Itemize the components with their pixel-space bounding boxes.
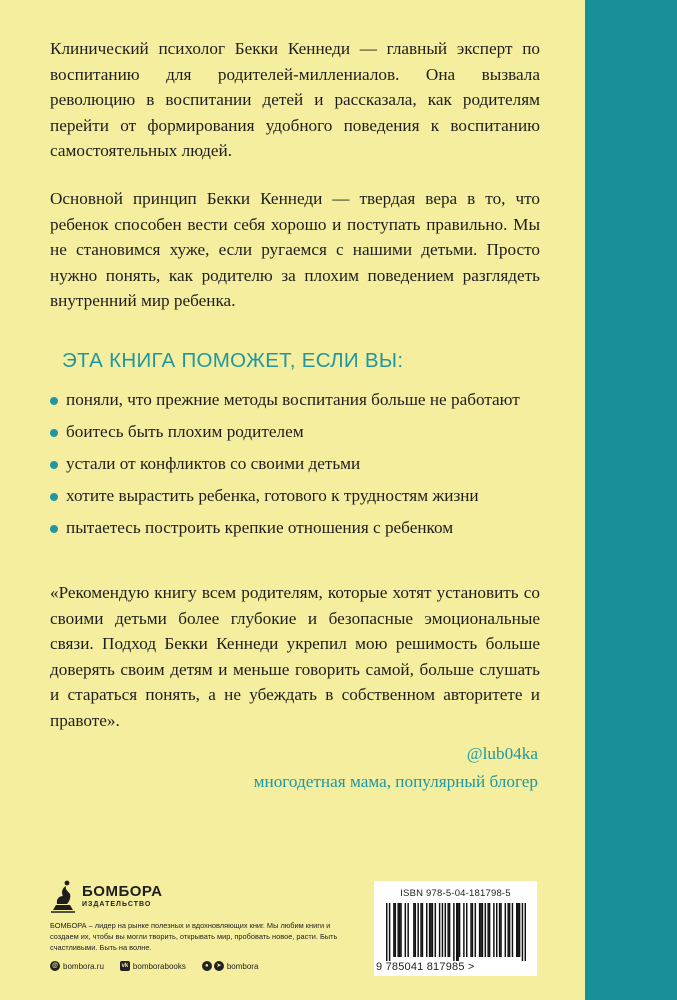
barcode-stripe xyxy=(517,903,518,957)
barcode-stripe xyxy=(470,903,471,957)
barcode-bars xyxy=(386,903,526,961)
benefit-text: устали от конфликтов со своими детьми xyxy=(66,453,361,473)
social-messenger[interactable] xyxy=(202,961,259,971)
benefit-item xyxy=(50,452,540,476)
barcode-stripe xyxy=(509,903,510,957)
barcode-stripe xyxy=(499,903,500,957)
bullet-dot-icon xyxy=(50,493,58,501)
barcode-stripe xyxy=(386,903,387,961)
spine-stripe xyxy=(585,0,677,1000)
barcode-stripe xyxy=(439,903,440,957)
barcode-box xyxy=(374,881,537,976)
barcode-stripe xyxy=(493,903,494,957)
barcode-stripe xyxy=(400,903,401,957)
barcode-stripe xyxy=(453,903,454,961)
barcode-stripe xyxy=(472,903,473,957)
isbn-label: ISBN 978-5-04-181798-5 xyxy=(400,888,511,899)
publisher-block xyxy=(50,876,340,971)
barcode-stripe xyxy=(397,903,398,957)
barcode-stripe xyxy=(405,903,406,957)
benefits-heading: ЭТА КНИГА ПОМОЖЕТ, ЕСЛИ ВЫ: xyxy=(62,348,404,372)
benefit-text: поняли, что прежние методы воспитания больше не работают xyxy=(66,389,520,409)
testimonial-role: многодетная мама, популярный блогер xyxy=(253,771,538,791)
barcode-stripe xyxy=(417,903,418,957)
barcode-stripe xyxy=(442,903,443,957)
barcode-stripe xyxy=(456,903,457,961)
barcode-digits: 9 785041 817985 > xyxy=(376,961,475,973)
publisher-description: БОМБОРА – лидер на рынке полезных и вдохновляющих книг. Мы любим книги и создаем их, чтобы вы могли творить, открывать мир, пробовать новое, расти. Быть счастливыми. Быть на волне. xyxy=(50,921,338,952)
benefit-item xyxy=(50,420,540,444)
barcode-stripe xyxy=(415,903,416,957)
back-cover-content xyxy=(50,36,540,794)
chat-icon: ● xyxy=(202,961,212,971)
barcode-stripe xyxy=(505,903,506,957)
barcode-stripe xyxy=(475,903,476,957)
barcode-stripe xyxy=(432,903,433,957)
benefits-list xyxy=(50,388,540,540)
benefit-text: хотите вырастить ребенка, готового к трудностям жизни xyxy=(66,485,479,505)
barcode-stripe xyxy=(482,903,483,957)
social-vk[interactable] xyxy=(120,961,186,971)
barcode-stripe xyxy=(435,903,436,957)
barcode-stripe xyxy=(399,903,400,957)
barcode-stripe xyxy=(459,903,460,957)
benefit-item xyxy=(50,484,540,508)
testimonial-handle: @lub04ka xyxy=(466,743,538,763)
barcode-stripe xyxy=(426,903,427,957)
barcode-stripe xyxy=(479,903,480,957)
barcode-stripe xyxy=(487,903,488,957)
publisher-logo xyxy=(50,876,340,916)
social-website-label: bombora.ru xyxy=(63,961,104,971)
barcode-stripe xyxy=(500,903,501,957)
barcode-stripe xyxy=(485,903,486,957)
barcode-stripe xyxy=(463,903,464,957)
benefit-item xyxy=(50,388,540,412)
social-messenger-label: bombora xyxy=(226,961,259,971)
bullet-dot-icon xyxy=(50,461,58,469)
publisher-logo-text xyxy=(82,884,162,909)
description-paragraph-1: Клинический психолог Бекки Кеннеди — главный эксперт по воспитанию для родителей-миллениалов. Она вызвала революцию в воспитании детей и рассказала, как родителям перейти от формирования удобного поведения к воспитанию самостоятельных людей. xyxy=(50,39,540,161)
social-vk-label: bomborabooks xyxy=(132,961,186,971)
barcode-stripe xyxy=(507,903,508,957)
barcode-stripe xyxy=(430,903,431,957)
description-paragraph-2: Основной принцип Бекки Кеннеди — твердая вера в то, что ребенок способен вести себя хорошо и поступать правильно. Мы не становимся хуже, если ругаемся с нашими детьми. Просто нужно понять, как родителю за плохим поведением разглядеть внутренний мир ребенка. xyxy=(50,188,540,311)
barcode-stripe xyxy=(389,903,390,961)
publisher-sub: ИЗДАТЕЛЬСТВО xyxy=(82,900,152,908)
benefit-item xyxy=(50,516,540,540)
barcode-stripe xyxy=(447,903,448,957)
publisher-logo-icon xyxy=(50,879,76,913)
barcode-stripe xyxy=(407,903,408,957)
barcode-stripe xyxy=(422,903,423,957)
barcode-stripe xyxy=(512,903,513,957)
barcode-stripe xyxy=(420,903,421,957)
barcode-stripe xyxy=(429,903,430,957)
barcode-stripe xyxy=(496,903,497,957)
barcode-stripe xyxy=(393,903,394,957)
barcode-stripe xyxy=(466,903,467,957)
barcode-stripe xyxy=(519,903,520,957)
barcode-stripe xyxy=(445,903,446,957)
publisher-name: БОМБОРА xyxy=(82,882,163,900)
barcode-stripe xyxy=(516,903,517,957)
benefit-text: пытаетесь построить крепкие отношения с ребенком xyxy=(66,517,454,537)
barcode-stripe xyxy=(395,903,396,957)
vk-icon: vk xyxy=(121,963,129,969)
bullet-dot-icon xyxy=(50,397,58,405)
barcode-stripe xyxy=(449,903,450,957)
barcode-stripe xyxy=(480,903,481,957)
telegram-icon: ➤ xyxy=(214,961,224,971)
barcode-stripe xyxy=(413,903,414,957)
globe-icon: @ xyxy=(50,961,60,971)
testimonial-quote: «Рекомендую книгу всем родителям, которые хотят установить со своими детьми более глубокие и безопасные эмоциональные связи. Подход Бекки Кеннеди укрепил мою решимость больше доверять своим детям и меньше говорить самой, больше слушать и стараться понять, а не убеждать в собственном авторитете и правоте». xyxy=(50,582,540,730)
social-website[interactable] xyxy=(50,961,104,971)
barcode-stripe xyxy=(457,903,458,961)
benefit-text: боитесь быть плохим родителем xyxy=(66,421,304,441)
barcode-stripe xyxy=(525,903,526,961)
publisher-socials xyxy=(50,961,340,971)
bullet-dot-icon xyxy=(50,525,58,533)
barcode-stripe xyxy=(489,903,490,957)
bullet-dot-icon xyxy=(50,429,58,437)
barcode-stripe xyxy=(522,903,523,961)
